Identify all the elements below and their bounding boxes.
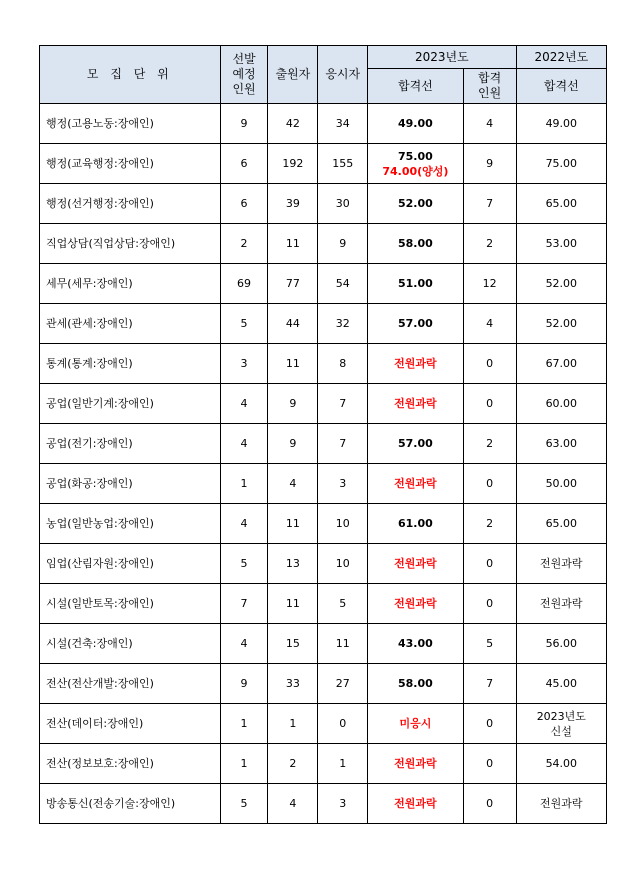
cell-unit: 관세(관세:장애인): [40, 304, 221, 344]
cell-examinees: 10: [318, 504, 368, 544]
cell-unit: 방송통신(전송기술:장애인): [40, 784, 221, 824]
header-passed-2023: [463, 69, 516, 104]
table-row: [40, 344, 607, 384]
cell-cutoff-2023: 전원과락: [368, 464, 464, 504]
cell-cutoff-2022: 52.00: [516, 264, 606, 304]
cell-cutoff-2022: 65.00: [516, 504, 606, 544]
header-year-2022: 2022년도: [516, 46, 606, 69]
cell-cutoff-2022: 50.00: [516, 464, 606, 504]
cell-planned: 1: [220, 704, 268, 744]
cell-planned: 1: [220, 744, 268, 784]
cell-cutoff-2022: 전원과락: [516, 784, 606, 824]
cell-planned: 4: [220, 424, 268, 464]
cell-unit: 통계(통계:장애인): [40, 344, 221, 384]
cell-examinees: 8: [318, 344, 368, 384]
cell-cutoff-2022: 75.00: [516, 144, 606, 184]
table-row: [40, 704, 607, 744]
cell-cutoff-2023: 58.00: [368, 224, 464, 264]
cell-examinees: 27: [318, 664, 368, 704]
cell-unit: 임업(산림자원:장애인): [40, 544, 221, 584]
cell-unit: 공업(일반기계:장애인): [40, 384, 221, 424]
table-row: [40, 584, 607, 624]
table-row: [40, 304, 607, 344]
cell-applicants: 39: [268, 184, 318, 224]
cell-planned: 9: [220, 664, 268, 704]
cell-cutoff-2023: 61.00: [368, 504, 464, 544]
cell-examinees: 1: [318, 744, 368, 784]
cell-planned: 7: [220, 584, 268, 624]
cell-cutoff-2023: 58.00: [368, 664, 464, 704]
table-row: [40, 424, 607, 464]
table-row: [40, 384, 607, 424]
header-year-2023: 2023년도: [368, 46, 517, 69]
cell-cutoff-2022: 65.00: [516, 184, 606, 224]
cell-passed-2023: 0: [463, 464, 516, 504]
cell-applicants: 2: [268, 744, 318, 784]
cell-unit: 전산(데이터:장애인): [40, 704, 221, 744]
table-row: [40, 664, 607, 704]
cell-applicants: 44: [268, 304, 318, 344]
cell-planned: 3: [220, 344, 268, 384]
cell-passed-2023: 5: [463, 624, 516, 664]
cell-cutoff-2022: 54.00: [516, 744, 606, 784]
table-row: [40, 104, 607, 144]
cell-applicants: 15: [268, 624, 318, 664]
cell-passed-2023: 0: [463, 544, 516, 584]
table-row: [40, 624, 607, 664]
cell-applicants: 192: [268, 144, 318, 184]
cell-examinees: 11: [318, 624, 368, 664]
cell-cutoff-2023: 전원과락: [368, 384, 464, 424]
cell-cutoff-2022: 67.00: [516, 344, 606, 384]
cell-unit: 행정(고용노동:장애인): [40, 104, 221, 144]
cell-passed-2023: 9: [463, 144, 516, 184]
cell-cutoff-2023: 미응시: [368, 704, 464, 744]
table-row: [40, 784, 607, 824]
cell-examinees: 5: [318, 584, 368, 624]
cell-cutoff-2023: 전원과락: [368, 344, 464, 384]
table-row: [40, 224, 607, 264]
header-unit: 모 집 단 위: [40, 46, 221, 104]
cell-cutoff-2023: [368, 144, 464, 184]
cell-examinees: 30: [318, 184, 368, 224]
cell-applicants: 11: [268, 224, 318, 264]
cell-planned: 4: [220, 624, 268, 664]
cell-passed-2023: 7: [463, 184, 516, 224]
cell-cutoff-2023: 51.00: [368, 264, 464, 304]
cell-examinees: 3: [318, 464, 368, 504]
cell-passed-2023: 0: [463, 744, 516, 784]
cell-passed-2023: 0: [463, 384, 516, 424]
cell-unit: 시설(일반토목:장애인): [40, 584, 221, 624]
cell-passed-2023: 0: [463, 344, 516, 384]
cell-passed-2023: 7: [463, 664, 516, 704]
cell-unit: 직업상담(직업상담:장애인): [40, 224, 221, 264]
cell-applicants: 11: [268, 344, 318, 384]
cell-applicants: 9: [268, 424, 318, 464]
cell-passed-2023: 4: [463, 304, 516, 344]
cell-cutoff-2023: 57.00: [368, 304, 464, 344]
cell-examinees: 9: [318, 224, 368, 264]
cell-cutoff-2022: 전원과락: [516, 544, 606, 584]
cell-unit: 전산(전산개발:장애인): [40, 664, 221, 704]
cell-unit: 행정(교육행정:장애인): [40, 144, 221, 184]
cell-cutoff-2023: 전원과락: [368, 544, 464, 584]
cell-cutoff-2023: 전원과락: [368, 744, 464, 784]
cell-cutoff-2023: 전원과락: [368, 584, 464, 624]
header-examinees: 응시자: [318, 46, 368, 104]
cell-planned: 69: [220, 264, 268, 304]
cell-unit: 전산(정보보호:장애인): [40, 744, 221, 784]
cell-cutoff-2022: 2023년도 신설: [516, 704, 606, 744]
cutoff-2023-sub: 74.00(양성): [382, 164, 449, 178]
cell-cutoff-2022: 52.00: [516, 304, 606, 344]
table-row: [40, 544, 607, 584]
cell-applicants: 4: [268, 464, 318, 504]
cell-planned: 5: [220, 304, 268, 344]
table-row: [40, 504, 607, 544]
cell-applicants: 9: [268, 384, 318, 424]
cell-passed-2023: 12: [463, 264, 516, 304]
cell-cutoff-2022: 49.00: [516, 104, 606, 144]
cell-cutoff-2022: 60.00: [516, 384, 606, 424]
cell-unit: 행정(선거행정:장애인): [40, 184, 221, 224]
cell-unit: 농업(일반농업:장애인): [40, 504, 221, 544]
cell-planned: 6: [220, 144, 268, 184]
cell-planned: 4: [220, 384, 268, 424]
cell-planned: 1: [220, 464, 268, 504]
cell-unit: 공업(전기:장애인): [40, 424, 221, 464]
cell-examinees: 54: [318, 264, 368, 304]
cell-unit: 공업(화공:장애인): [40, 464, 221, 504]
cell-cutoff-2023: 57.00: [368, 424, 464, 464]
cell-cutoff-2023: 49.00: [368, 104, 464, 144]
header-cutoff-2023: 합격선: [368, 69, 464, 104]
cell-passed-2023: 2: [463, 504, 516, 544]
cell-passed-2023: 0: [463, 704, 516, 744]
cell-passed-2023: 2: [463, 224, 516, 264]
cell-unit: 시설(건축:장애인): [40, 624, 221, 664]
cell-examinees: 32: [318, 304, 368, 344]
cell-examinees: 10: [318, 544, 368, 584]
cell-planned: 6: [220, 184, 268, 224]
cell-planned: 5: [220, 544, 268, 584]
cell-cutoff-2022: 45.00: [516, 664, 606, 704]
cell-applicants: 77: [268, 264, 318, 304]
table-row: [40, 744, 607, 784]
cell-passed-2023: 0: [463, 584, 516, 624]
cell-planned: 2: [220, 224, 268, 264]
cell-applicants: 11: [268, 504, 318, 544]
cell-applicants: 42: [268, 104, 318, 144]
cell-examinees: 155: [318, 144, 368, 184]
cell-examinees: 0: [318, 704, 368, 744]
cutoff-2023-main: 75.00: [397, 149, 433, 163]
cell-examinees: 3: [318, 784, 368, 824]
cell-cutoff-2022: 63.00: [516, 424, 606, 464]
recruitment-results-table: [39, 45, 607, 824]
cell-passed-2023: 2: [463, 424, 516, 464]
header-cutoff-2022: 합격선: [516, 69, 606, 104]
table-header: [40, 46, 607, 104]
cell-cutoff-2023: 43.00: [368, 624, 464, 664]
cell-passed-2023: 4: [463, 104, 516, 144]
table-row: [40, 184, 607, 224]
cell-examinees: 7: [318, 384, 368, 424]
table-row: [40, 264, 607, 304]
cell-planned: 9: [220, 104, 268, 144]
cell-planned: 5: [220, 784, 268, 824]
cell-examinees: 7: [318, 424, 368, 464]
cell-cutoff-2022: 전원과락: [516, 584, 606, 624]
header-planned: [220, 46, 268, 104]
cell-applicants: 1: [268, 704, 318, 744]
header-planned-label: 선발 예정 인원: [232, 52, 256, 96]
cell-cutoff-2023: 52.00: [368, 184, 464, 224]
cell-applicants: 33: [268, 664, 318, 704]
cell-cutoff-2023: 전원과락: [368, 784, 464, 824]
cell-examinees: 34: [318, 104, 368, 144]
table-row: [40, 464, 607, 504]
cell-applicants: 11: [268, 584, 318, 624]
table-row: [40, 144, 607, 184]
table-body: [40, 104, 607, 824]
header-passed-label: 합격 인원: [478, 71, 502, 100]
cell-unit: 세무(세무:장애인): [40, 264, 221, 304]
cell-applicants: 4: [268, 784, 318, 824]
cell-planned: 4: [220, 504, 268, 544]
cell-passed-2023: 0: [463, 784, 516, 824]
cell-applicants: 13: [268, 544, 318, 584]
header-applicants: 출원자: [268, 46, 318, 104]
cell-cutoff-2022: 56.00: [516, 624, 606, 664]
cell-cutoff-2022: 53.00: [516, 224, 606, 264]
